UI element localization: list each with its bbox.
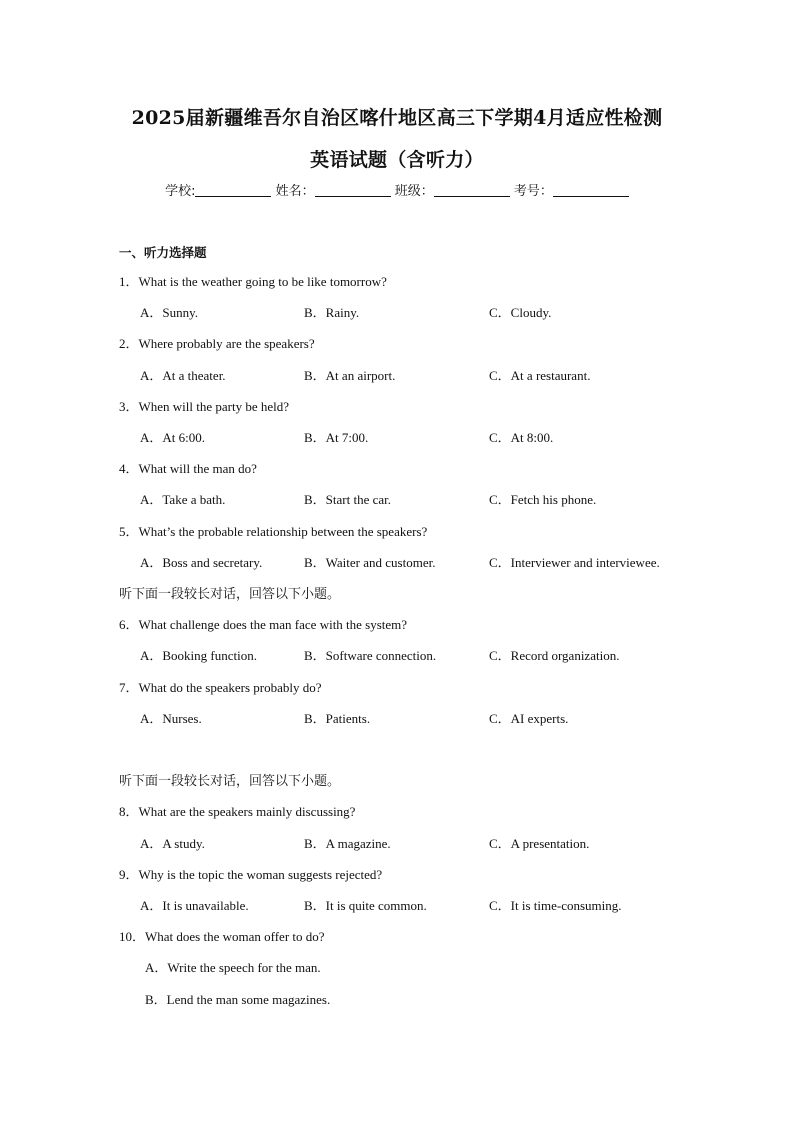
question-10: 10．What does the woman offer to do? — [119, 929, 325, 944]
q3-option-b: B．At 7:00. — [304, 430, 369, 445]
class-label: 班级： — [394, 184, 434, 199]
name-blank[interactable] — [315, 183, 391, 197]
q2-option-c: C．At a restaurant. — [489, 368, 591, 383]
question-7: 7．What do the speakers probably do? — [119, 680, 322, 695]
question-2-options — [140, 365, 700, 383]
question-2: 2．Where probably are the speakers? — [119, 336, 315, 351]
question-6: 6．What challenge does the man face with the system? — [119, 617, 408, 632]
q6-option-a: A．Booking function. — [140, 648, 257, 663]
q6-option-c: C．Record organization. — [489, 648, 620, 663]
class-blank[interactable] — [434, 183, 510, 197]
q7-option-c: C．AI experts. — [489, 711, 569, 726]
question-4: 4．What will the man do? — [119, 461, 257, 476]
question-3: 3．When will the party be held? — [119, 399, 290, 414]
q5-option-b: B．Waiter and customer. — [304, 555, 436, 570]
q5-option-a: A．Boss and secretary. — [140, 555, 263, 570]
q8-option-a: A．A study. — [140, 836, 205, 851]
q1-option-a: A．Sunny. — [140, 305, 199, 320]
q1-option-b: B．Rainy. — [304, 305, 360, 320]
exam-number-label: 考号： — [513, 184, 553, 199]
q7-option-b: B．Patients. — [304, 711, 371, 726]
q4-option-a: A．Take a bath. — [140, 492, 226, 507]
question-8: 8．What are the speakers mainly discussing? — [119, 804, 356, 819]
section-title: 一、听力选择题 — [119, 245, 207, 260]
school-label: 学校: — [165, 184, 196, 199]
q7-option-a: A．Nurses. — [140, 711, 202, 726]
student-info-line — [0, 180, 794, 199]
question-8-options — [140, 833, 700, 851]
document-title-line1: 2025届新疆维吾尔自治区喀什地区高三下学期4月适应性检测 — [131, 107, 663, 129]
instruction-note-1: 听下面一段较长对话，回答以下小题。 — [119, 587, 341, 602]
instruction-note-2: 听下面一段较长对话，回答以下小题。 — [119, 774, 341, 789]
question-6-options — [140, 645, 700, 663]
name-label: 姓名： — [275, 184, 315, 199]
q8-option-b: B．A magazine. — [304, 836, 391, 851]
q9-option-b: B．It is quite common. — [304, 898, 427, 913]
q2-option-a: A．At a theater. — [140, 368, 226, 383]
q6-option-b: B．Software connection. — [304, 648, 437, 663]
q3-option-a: A．At 6:00. — [140, 430, 206, 445]
q5-option-c: C．Interviewer and interviewee. — [489, 555, 660, 570]
question-1-options — [140, 302, 700, 320]
q10-option-b: B．Lend the man some magazines. — [145, 992, 331, 1007]
question-5-options — [140, 552, 700, 570]
q10-option-a: A．Write the speech for the man. — [145, 960, 321, 975]
school-blank[interactable] — [195, 183, 271, 197]
question-3-options — [140, 427, 700, 445]
q9-option-a: A．It is unavailable. — [140, 898, 249, 913]
question-4-options — [140, 489, 700, 507]
q4-option-b: B．Start the car. — [304, 492, 392, 507]
question-9-options — [140, 895, 700, 913]
question-9: 9．Why is the topic the woman suggests rejected? — [119, 867, 383, 882]
q1-option-c: C．Cloudy. — [489, 305, 552, 320]
q4-option-c: C．Fetch his phone. — [489, 492, 597, 507]
exam-number-blank[interactable] — [553, 183, 629, 197]
document-title-line2: 英语试题（含听力） — [310, 149, 484, 171]
q2-option-b: B．At an airport. — [304, 368, 396, 383]
q8-option-c: C．A presentation. — [489, 836, 590, 851]
q9-option-c: C．It is time-consuming. — [489, 898, 622, 913]
q3-option-c: C．At 8:00. — [489, 430, 554, 445]
question-5: 5．What’s the probable relationship between the speakers? — [119, 524, 428, 539]
question-1: 1．What is the weather going to be like tomorrow? — [119, 274, 387, 289]
question-7-options — [140, 708, 700, 726]
